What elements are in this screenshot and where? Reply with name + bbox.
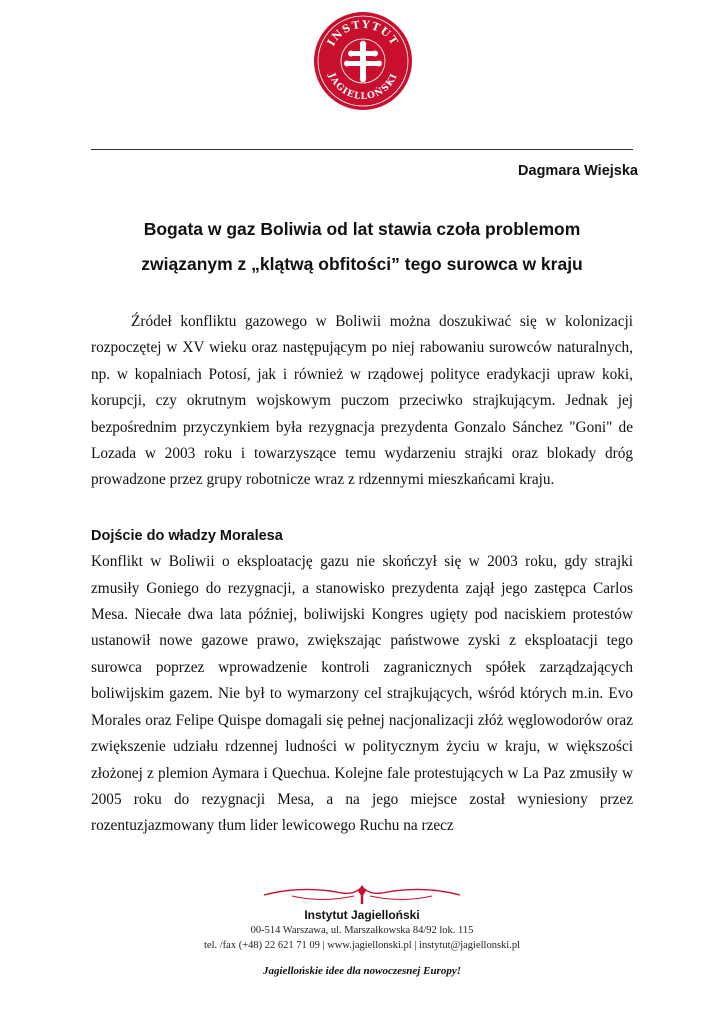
title-line-2: związanym z „klątwą obfitości” tego surowca w kraju — [141, 254, 583, 274]
footer-ornament-icon — [262, 883, 462, 905]
footer-contact: tel. /fax (+48) 22 621 71 09 | www.jagiellonski.pl | instytut@jagiellonski.pl — [204, 940, 520, 951]
article-title — [91, 212, 633, 282]
header-divider — [91, 149, 633, 150]
section-heading: Dojście do władzy Moralesa — [91, 527, 283, 544]
article-body — [91, 309, 633, 840]
footer-institute-name: Instytut Jagielloński — [304, 908, 420, 922]
footer-address: 00-514 Warszawa, ul. Marszałkowska 84/92 lok. 115 — [250, 925, 474, 936]
seal-top-text: INSTYTUT — [325, 18, 401, 49]
paragraph-2: Konflikt w Boliwii o eksploatację gazu nie skończył się w 2003 roku, gdy strajki zmusiły Goniego do rezygnacji, a stanowisko prezydenta zajął jego zastępca Carlos Mesa. Niecałe dwa lata później, boliwijski Kongres ugięty pod naciskiem protestów ustanowił nowe gazowe prawo, zwiększając państwowe zyski z eksploatacji tego surowca poprzez wprowadzenie kontroli zagranicznych spółek zarządzających boliwijskim gazem. Nie był to wymarzony cel strajkujących, wśród których m.in. Evo Morales oraz Felipe Quispe domagali się pełnej nacjonalizacji złóż węglowodorów oraz zwiększenie udziału rdzennej ludności w politycznym życiu w kraju, w większości złożonej z plemion Aymara i Quechua. Kolejne fale protestujących w La Paz zmusiły w 2005 roku do rezygnacji Mesa, a na jego miejsce został wyniesiony przez rozentuzjazmowany tłum lider lewicowego Ruchu na rzecz — [91, 553, 633, 835]
title-line-1: Bogata w gaz Boliwia od lat stawia czoła problemom — [143, 219, 581, 239]
footer-motto: Jagiellońskie idee dla nowoczesnej Europy! — [263, 965, 461, 977]
author-name: Dagmara Wiejska — [518, 163, 638, 179]
paragraph-1: Źródeł konfliktu gazowego w Boliwii można doszukiwać się w kolonizacji rozpoczętej w XV wieku oraz następującym po niej rabowaniu surowców naturalnych, np. w kopalniach Potosí, jak i również w rządowej polityce eradykacji upraw koki, korupcji, czy okrutnym wojskowym puczom przeciwko strajkującym. Jednak jej bezpośrednim przyczynkiem była rezygnacja prezydenta Gonzalo Sánchez "Goni" de Lozada w 2003 roku i towarzyszące temu wydarzeniu strajki oraz blokady dróg prowadzone przez grupy robotnicze wraz z rdzennymi mieszkańcami kraju. — [91, 313, 633, 489]
footer — [91, 907, 633, 977]
seal-bottom-text: JAGIELLOŃSKI — [326, 71, 400, 103]
instytut-jagiellonski-seal-logo — [313, 11, 413, 111]
